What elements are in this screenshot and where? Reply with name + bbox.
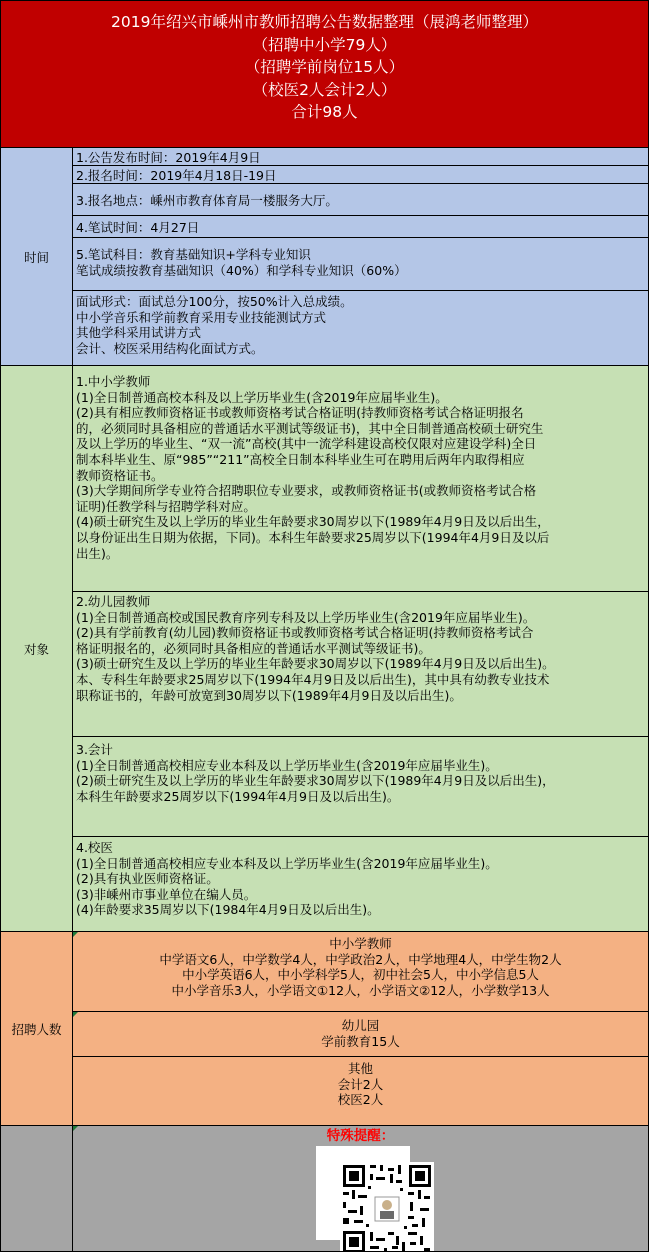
- target-line: (2)硕士研究生及以上学历的毕业生年龄要求30周岁以下(1989年4月9日及以后出生)，: [76, 773, 555, 789]
- section-label-time: 时间: [1, 148, 73, 366]
- recruit-line: 学前教育15人: [321, 1033, 400, 1049]
- target-block-doctor: [73, 837, 648, 932]
- recruit-line: 中学语文6人，中学数学4人，中学政治2人，中学地理4人，中学生物2人: [159, 951, 562, 967]
- time-row: [73, 148, 648, 166]
- target-line: (2)具有学前教育(幼儿园)教师资格证书或教师资格考试合格证明(持教师资格考试合: [76, 625, 534, 641]
- target-line: (3)硕士研究生及以上学历的毕业生年龄要求30周岁以下(1989年4月9日及以后出生)。: [76, 656, 555, 672]
- recruit-line: 中小学教师: [329, 936, 392, 951]
- time-row: [73, 166, 648, 184]
- footer-reminder-cell: [73, 1126, 648, 1251]
- target-block-accountant: [73, 737, 648, 837]
- recruit-line: 会计2人: [337, 1076, 384, 1092]
- time-row: [73, 238, 648, 291]
- header-line-primary: （招聘中小学79人）: [252, 35, 397, 54]
- section-label-target: 对象: [1, 366, 73, 932]
- target-block-primary: [73, 366, 648, 592]
- header-line-total: 合计98人: [291, 103, 358, 121]
- target-line: 教师资格证书。: [76, 467, 164, 483]
- target-line: (1)全日制普通高校本科及以上学历毕业生(含2019年应届毕业生)。: [76, 389, 448, 405]
- time-line: 笔试成绩按教育基础知识（40%）和学科专业知识（60%）: [76, 262, 407, 278]
- qr-code-icon: [316, 1146, 410, 1240]
- target-line: 4.校医: [76, 840, 113, 855]
- section-label-recruit: 招聘人数: [1, 932, 73, 1126]
- target-line: 3.会计: [76, 742, 113, 757]
- footer-label: [1, 1126, 73, 1251]
- target-line: 本、专科生年龄要求25周岁以下(1994年4月9日及以后出生)，其中具有幼教专业技术: [76, 671, 550, 687]
- target-line: 2.幼儿园教师: [76, 594, 151, 609]
- recruit-line: 中小学英语6人，中小学科学5人，初中社会5人，中小学信息5人: [182, 967, 539, 983]
- header-title: 2019年绍兴市嵊州市教师招聘公告数据整理（展鸿老师整理）: [111, 13, 538, 31]
- recruit-block-other: [73, 1057, 648, 1126]
- recruit-line: 幼儿园: [341, 1018, 380, 1033]
- recruit-block-primary: [73, 932, 648, 1012]
- time-row: [73, 216, 648, 238]
- target-line: 1.中小学教师: [76, 374, 151, 389]
- time-line: 面试形式：面试总分100分，按50%计入总成绩。: [76, 294, 353, 309]
- target-line: 制本科毕业生、原“985”“211”高校全日制本科毕业生可在聘用后两年内取得相应: [76, 451, 525, 467]
- target-line: (3)大学期间所学专业符合招聘职位专业要求，或教师资格证书(或教师资格考试合格: [76, 483, 537, 499]
- header-line-doctor-accountant: （校医2人会计2人）: [252, 80, 397, 99]
- recruit-block-kindergarten: [73, 1012, 648, 1057]
- target-line: 本科生年龄要求25周岁以下(1994年4月9日及以后出生)。: [76, 788, 400, 804]
- time-line: 5.笔试科目：教育基础知识+学科专业知识: [76, 247, 311, 262]
- target-line: (3)非嵊州市事业单位在编人员。: [76, 886, 257, 902]
- time-line: 1.公告发布时间：2019年4月9日: [76, 150, 261, 165]
- recruit-line: 中小学音乐3人，小学语文①12人，小学语文②12人，小学数学13人: [171, 982, 550, 998]
- target-line: (2)具有执业医师资格证。: [76, 871, 219, 887]
- special-reminder-title: 特殊提醒：: [326, 1128, 395, 1144]
- target-line: (1)全日制普通高校或国民教育序列专科及以上学历毕业生(含2019年应届毕业生)。: [76, 609, 536, 625]
- target-line: (1)全日制普通高校相应专业本科及以上学历毕业生(含2019年应届毕业生)。: [76, 757, 498, 773]
- target-line: 职称证书的，年龄可放宽到30周岁以下(1989年4月9日及以后出生)。: [76, 687, 462, 703]
- target-line: 出生)。: [76, 545, 119, 561]
- time-line: 其他学科采用试讲方式: [76, 325, 202, 341]
- target-line: 格证明报名的，必须同时具备相应的普通话水平测试等级证书)。: [76, 640, 431, 656]
- time-row: [73, 184, 648, 216]
- target-line: 的，必须同时具备相应的普通话水平测试等级证书)，其中全日制普通高校硕士研究生: [76, 420, 544, 436]
- time-line: 2.报名时间：2019年4月18日-19日: [76, 168, 277, 183]
- sheet-header: [1, 1, 648, 148]
- time-line: 3.报名地点：嵊州市教育体育局一楼服务大厅。: [76, 193, 338, 208]
- time-row: [73, 291, 648, 366]
- target-block-kindergarten: [73, 592, 648, 737]
- time-line: 中小学音乐和学前教育采用专业技能测试方式: [76, 309, 327, 325]
- target-line: 以身份证出生日期为依据，下同)。本科生年龄要求25周岁以下(1994年4月9日及以后: [76, 529, 550, 545]
- cell-comment-marker: [73, 932, 78, 937]
- target-line: 证明)任教学科与招聘学科对应。: [76, 498, 256, 514]
- time-line: 4.笔试时间：4月27日: [76, 220, 200, 235]
- target-line: (4)硕士研究生及以上学历的毕业生年龄要求30周岁以下(1989年4月9日及以后出生，: [76, 514, 550, 530]
- time-line: 会计、校医采用结构化面试方式。: [76, 340, 264, 356]
- recruit-line: 其他: [347, 1061, 373, 1076]
- target-line: 及以上学历的毕业生、“双一流”高校(其中一流学科建设高校仅限对应建设学科)全日: [76, 436, 537, 452]
- target-line: (2)具有相应教师资格证书或教师资格考试合格证明(持教师资格考试合格证明报名: [76, 405, 524, 421]
- target-line: (1)全日制普通高校相应专业本科及以上学历毕业生(含2019年应届毕业生)。: [76, 855, 498, 871]
- header-line-preschool: （招聘学前岗位15人）: [244, 58, 405, 76]
- cell-comment-marker: [73, 1012, 78, 1017]
- recruit-line: 校医2人: [337, 1092, 384, 1108]
- target-line: (4)年龄要求35周岁以下(1984年4月9日及以后出生)。: [76, 902, 380, 918]
